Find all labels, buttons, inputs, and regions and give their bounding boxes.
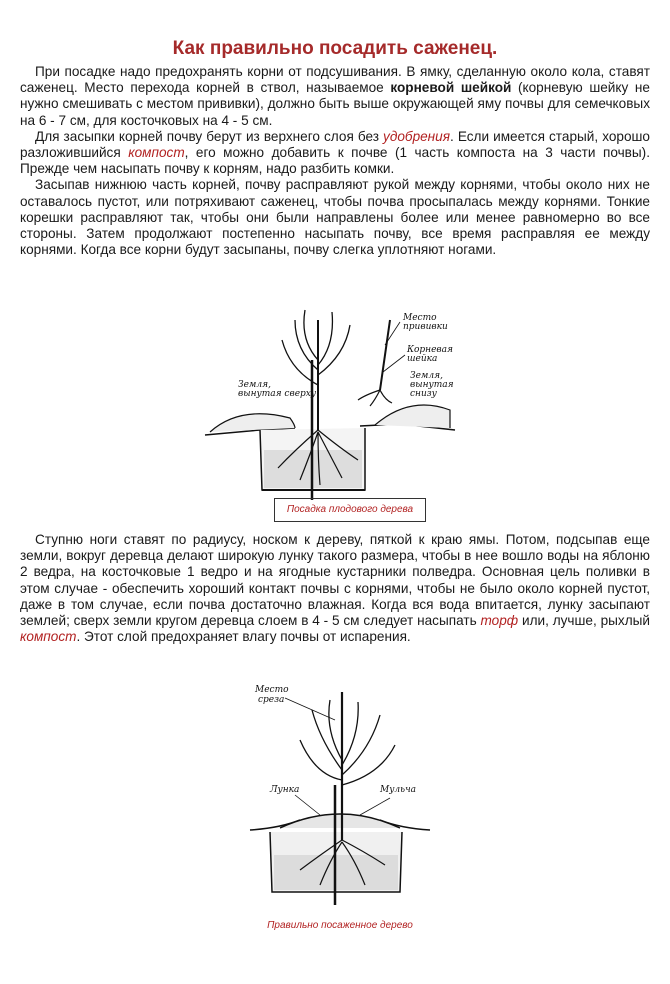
- paragraph: Засыпав нижнюю часть корней, почву расправляют рукой между корнями, чтобы около них не оставалось пустот, или потряхивают саженец, чтобы почва просыпалась между корнями. Тонкие корешки расправляют так, чтобы они были направлены более или менее равномерно во все стороны. Затем продолжают постепенно насыпать почву, все время расправляя ее между корнями. Когда все корни будут засыпаны, почву слегка уплотняют ногами.: [20, 177, 650, 258]
- label-graft: прививки: [403, 322, 448, 332]
- paragraph: Ступню ноги ставят по радиусу, носком к дереву, пяткой к краю ямы. Потом, подсыпав еще земли, вокруг деревца делают широкую лунку такого размера, чтобы в нее вошло воды на яблоню 2 ведра, на косточковые 1 ведро и на ягодные кустарники полведра. Основная цель поливки в этом случае - обеспечить хороший контакт почвы с корнями, чтобы не было около корней пустот, даже в том случае, если почва достаточно влажная. Когда вся вода впитается, лунку засыпают землей; сверх земли кругом деревца слоем в 4 - 5 см следует насыпать торф или, лучше, рыхлый компост. Этот слой предохраняет влагу почвы от испарения.: [20, 532, 650, 645]
- label-root-neck: шейка: [407, 354, 438, 364]
- label-cut: Место: [255, 685, 289, 695]
- figure-2-caption: Правильно посаженное дерево: [267, 920, 413, 931]
- paragraph: При посадке надо предохранять корни от подсушивания. В ямку, сделанную около кола, ставят саженец. Место перехода корней в ствол, называемое корневой шейкой (корневую шейку не нужно смешивать с местом прививки), должно быть выше окружающей яму почвы для семечковых на 6 - 7 см, для косточковых на 4 - 5 см.: [20, 64, 650, 128]
- label-cut: среза: [258, 695, 285, 705]
- term-fertilizer: удобрения: [383, 128, 450, 144]
- label-soil-top: Земля,: [238, 380, 271, 390]
- label-mulch: Мульча: [380, 785, 417, 795]
- label-root-neck: Корневая: [407, 345, 453, 355]
- label-soil-top: вынутая сверху: [238, 389, 317, 399]
- section-1-text: [20, 64, 650, 258]
- figure-1-caption: Посадка плодового дерева: [286, 504, 414, 515]
- planting-illustration: [200, 300, 460, 505]
- page-title: Как правильно посадить саженец.: [172, 38, 498, 59]
- paragraph: Для засыпки корней почву берут из верхнего слоя без удобрения. Если имеется старый, хорошо разложившийся компост, его можно добавить к почве (1 часть компоста на 3 части почвы). Прежде чем насыпать почву к корням, надо разбить комки.: [20, 128, 650, 177]
- label-soil-bottom: Земля,: [410, 371, 443, 381]
- planted-tree-illustration: [240, 680, 440, 915]
- label-hole: Лунка: [270, 785, 300, 795]
- section-2-text: [20, 532, 650, 645]
- label-soil-bottom: вынутая: [410, 380, 454, 390]
- label-soil-bottom: снизу: [410, 389, 437, 399]
- term-compost: компост: [20, 629, 77, 645]
- label-graft: Место: [403, 313, 437, 323]
- term-peat: торф: [480, 613, 519, 629]
- term-compost: компост: [128, 145, 185, 161]
